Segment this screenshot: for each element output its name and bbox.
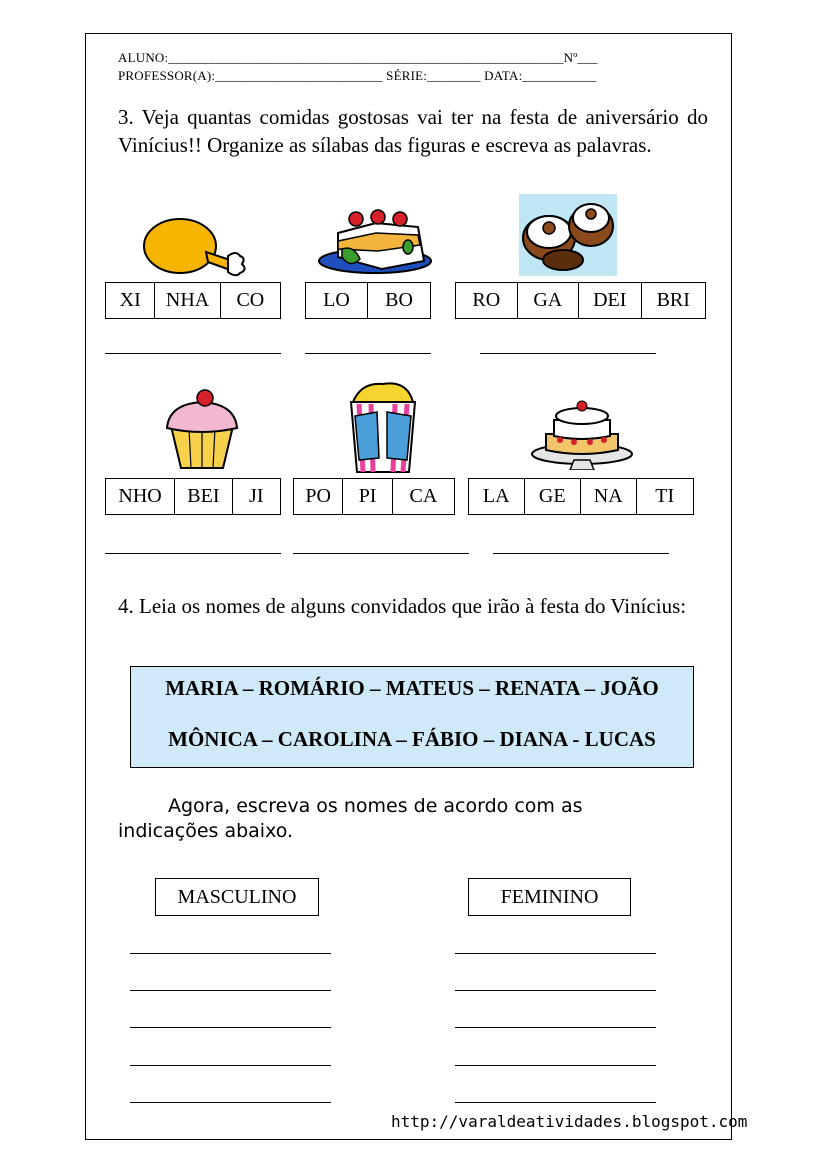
syllable: LA [469,479,525,514]
syllable: BEI [175,479,232,514]
syllable-box-2 [305,282,431,319]
answer-line[interactable] [305,353,431,354]
answer-line[interactable] [105,553,281,554]
syllable-box-1 [105,282,281,319]
syllable: TI [655,485,675,507]
syllable: LO [306,283,368,318]
guest-names-line-2: MÔNICA – CAROLINA – FÁBIO – DIANA - LUCAS [168,727,656,751]
feminine-answer-line[interactable] [455,1027,656,1028]
syllable-box-5 [293,478,455,515]
syllable-box-3 [455,282,706,319]
syllable: RO [456,283,518,318]
exercise-4-instructions: 4. Leia os nomes de alguns convidados que irão à festa do Vinícius: [118,594,687,618]
answer-line[interactable] [493,553,669,554]
masculine-label: MASCULINO [155,878,319,916]
cupcake-picture [163,386,241,470]
syllable: GE [525,479,582,514]
masculine-answer-line[interactable] [130,953,331,954]
source-url: http://varaldeatividades.blogspot.com [391,1112,748,1131]
answer-line[interactable] [480,353,656,354]
syllable: NHA [155,283,220,318]
syllable: NHO [106,479,175,514]
syllable: CO [236,289,265,311]
answer-line[interactable] [293,553,469,554]
syllable: PO [294,479,343,514]
syllable: JI [249,485,264,507]
masculine-answer-line[interactable] [130,1027,331,1028]
worksheet-frame [85,33,732,1140]
syllable: BRI [656,289,690,311]
cake-slice-picture [316,205,434,277]
names-instruction: Agora, escreva os nomes de acordo com as indicações abaixo. [118,795,583,842]
teacher-header-line: PROFESSOR(A):_________________________ SÉRIE:________ DATA:___________ [118,68,597,83]
student-header-line: ALUNO:___________________________________________________________Nº___ [118,50,598,65]
syllable: NA [581,479,637,514]
feminine-answer-line[interactable] [455,953,656,954]
syllable: XI [106,283,155,318]
feminine-answer-line[interactable] [455,1102,656,1103]
feminine-answer-line[interactable] [455,990,656,991]
syllable: PI [343,479,392,514]
syllable: CA [409,485,438,507]
masculine-answer-line[interactable] [130,1102,331,1103]
answer-line[interactable] [105,353,281,354]
popcorn-picture [347,380,419,474]
feminine-label: FEMININO [468,878,631,916]
exercise-3-instructions: 3. Veja quantas comidas gostosas vai ter na festa de aniversário do Vinícius!! Organize as sílabas das figuras e escreva as palavras. [118,105,708,157]
feminine-answer-line[interactable] [455,1065,656,1066]
syllable-box-4 [105,478,281,515]
syllable: BO [385,289,413,311]
masculine-answer-line[interactable] [130,990,331,991]
guest-names-box [130,666,694,768]
layer-cake-picture [530,398,634,470]
syllable: GA [518,283,580,318]
syllable-box-6 [468,478,694,515]
syllable: DEI [579,283,642,318]
donuts-picture [519,194,617,276]
masculine-answer-line[interactable] [130,1065,331,1066]
guest-names-line-1: MARIA – ROMÁRIO – MATEUS – RENATA – JOÃO [165,676,659,700]
chicken-leg-picture [138,214,250,278]
